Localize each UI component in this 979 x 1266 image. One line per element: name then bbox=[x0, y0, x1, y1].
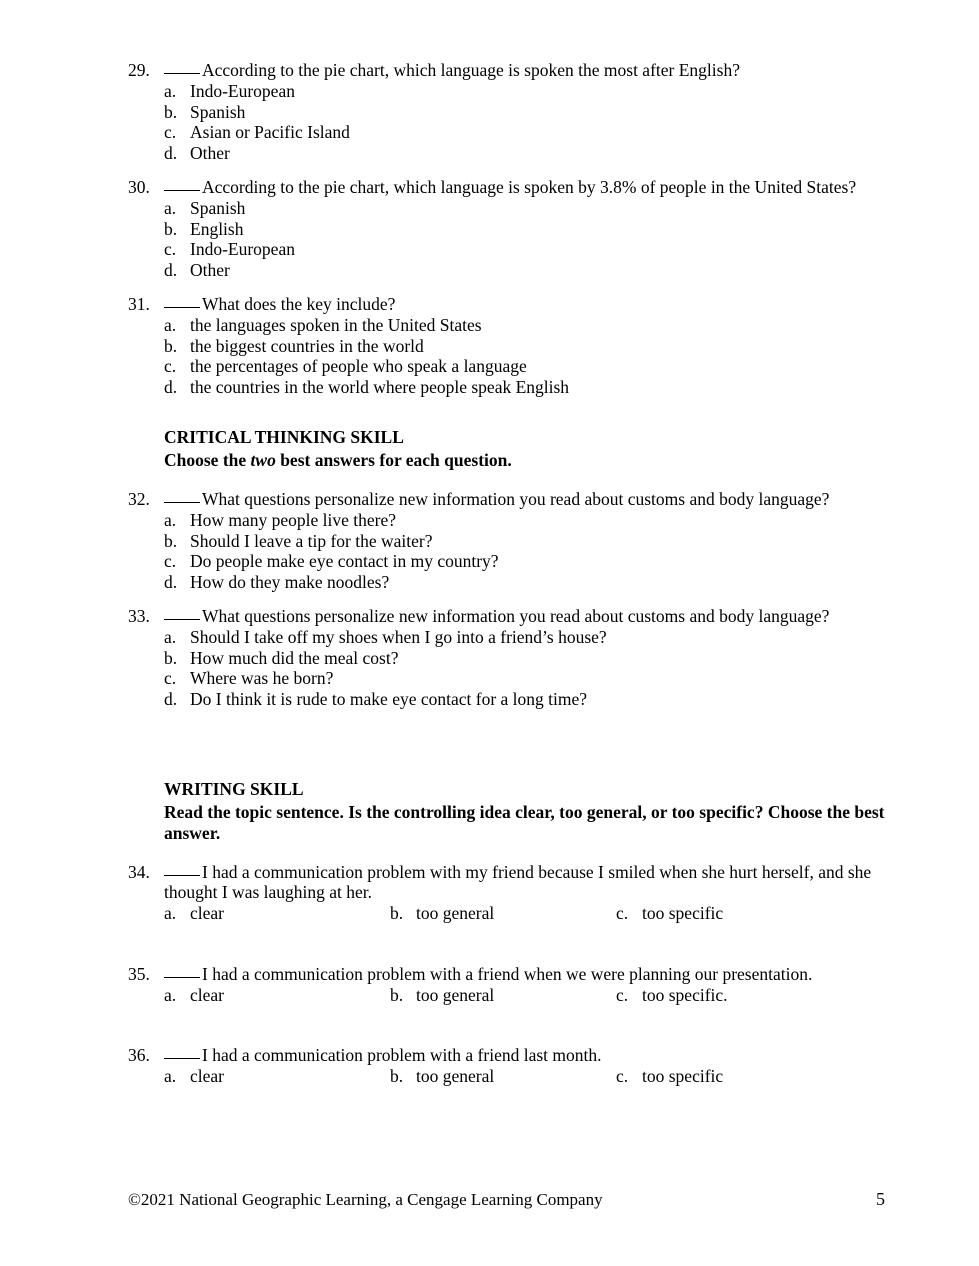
option-text: too specific. bbox=[642, 984, 728, 1005]
question-line bbox=[128, 606, 899, 626]
option-letter: b. bbox=[390, 1066, 404, 1086]
option-letter: a. bbox=[164, 627, 177, 647]
option-item[interactable] bbox=[164, 985, 390, 1006]
question-text: I had a communication problem with a friend when we were planning our presentation. bbox=[202, 963, 813, 984]
answer-blank[interactable] bbox=[164, 190, 200, 191]
option-letter: c. bbox=[616, 984, 629, 1005]
option-item[interactable] bbox=[164, 239, 899, 260]
instruction-part-2: best answers for each question. bbox=[275, 450, 512, 470]
question-text-wrap bbox=[164, 60, 899, 80]
question-block bbox=[128, 964, 899, 1006]
option-letter: c. bbox=[616, 1066, 629, 1086]
question-text: According to the pie chart, which language is spoken the most after English? bbox=[202, 60, 740, 80]
option-item[interactable] bbox=[164, 531, 899, 552]
option-letter: a. bbox=[164, 198, 177, 218]
option-text: too general bbox=[416, 984, 495, 1005]
option-letter: a. bbox=[164, 510, 177, 530]
option-text: How much did the meal cost? bbox=[190, 647, 399, 668]
instruction-part-1: Choose the bbox=[164, 450, 251, 470]
option-item[interactable] bbox=[164, 627, 899, 648]
option-item[interactable] bbox=[616, 903, 842, 924]
option-letter: d. bbox=[164, 376, 178, 397]
question-text-wrap bbox=[164, 1045, 899, 1065]
option-letter: b. bbox=[390, 984, 404, 1005]
option-item[interactable] bbox=[164, 1066, 390, 1087]
option-letter: a. bbox=[164, 903, 177, 923]
options-list bbox=[128, 985, 899, 1006]
answer-blank[interactable] bbox=[164, 619, 200, 620]
option-item[interactable] bbox=[164, 648, 899, 669]
question-spacer bbox=[128, 1019, 899, 1045]
option-item[interactable] bbox=[164, 668, 899, 689]
question-block bbox=[128, 294, 899, 397]
options-list bbox=[128, 903, 899, 924]
question-text: What questions personalize new information you read about customs and body language? bbox=[202, 606, 830, 626]
option-text: How do they make noodles? bbox=[190, 571, 390, 592]
options-list bbox=[128, 1066, 899, 1087]
option-text: Other bbox=[190, 259, 230, 280]
question-line bbox=[128, 60, 899, 80]
section-instruction-writing: Read the topic sentence. Is the controlling idea clear, too general, or too specific? Choose the best answer. bbox=[164, 802, 885, 843]
option-letter: d. bbox=[164, 688, 178, 709]
option-item[interactable] bbox=[164, 219, 899, 240]
question-text: I had a communication problem with a friend last month. bbox=[202, 1045, 602, 1065]
question-line bbox=[128, 1045, 899, 1065]
question-line bbox=[128, 294, 899, 314]
option-item[interactable] bbox=[164, 356, 899, 377]
option-item[interactable] bbox=[164, 102, 899, 123]
option-item[interactable] bbox=[164, 143, 899, 164]
question-line bbox=[128, 964, 899, 984]
answer-blank[interactable] bbox=[164, 1058, 200, 1059]
question-number: 35. bbox=[128, 963, 150, 984]
question-number: 32. bbox=[128, 489, 150, 509]
option-letter: a. bbox=[164, 315, 177, 335]
option-text: clear bbox=[190, 903, 224, 923]
option-item[interactable] bbox=[390, 1066, 616, 1087]
option-item[interactable] bbox=[164, 336, 899, 357]
option-letter: b. bbox=[164, 647, 178, 668]
option-text: the languages spoken in the United States bbox=[190, 315, 482, 335]
option-text: Spanish bbox=[190, 101, 246, 122]
option-text: the percentages of people who speak a language bbox=[190, 356, 527, 376]
option-item[interactable] bbox=[164, 260, 899, 281]
answer-blank[interactable] bbox=[164, 502, 200, 503]
footer-page-number: 5 bbox=[876, 1189, 885, 1209]
option-letter: b. bbox=[164, 530, 178, 551]
option-text: too specific bbox=[642, 1066, 724, 1086]
option-item[interactable] bbox=[164, 81, 899, 102]
question-text: What does the key include? bbox=[202, 294, 396, 314]
option-letter: b. bbox=[164, 335, 178, 356]
option-item[interactable] bbox=[164, 551, 899, 572]
question-line bbox=[128, 177, 899, 197]
option-item[interactable] bbox=[164, 572, 899, 593]
question-spacer bbox=[128, 938, 899, 964]
question-text: I had a communication problem with my friend because I smiled when she hurt herself, and she thought I was laughing at her. bbox=[164, 862, 872, 902]
option-letter: a. bbox=[164, 984, 177, 1005]
question-text-wrap bbox=[164, 606, 899, 626]
option-letter: d. bbox=[164, 142, 178, 163]
option-text: Indo-European bbox=[190, 239, 295, 259]
option-letter: c. bbox=[164, 239, 177, 259]
question-block bbox=[128, 862, 899, 924]
option-text: Do I think it is rude to make eye contact for a long time? bbox=[190, 688, 588, 709]
option-letter: c. bbox=[164, 356, 177, 376]
answer-blank[interactable] bbox=[164, 875, 200, 876]
question-number: 31. bbox=[128, 294, 150, 314]
option-text: Do people make eye contact in my country? bbox=[190, 551, 499, 571]
option-letter: b. bbox=[164, 218, 178, 239]
question-text-wrap bbox=[164, 964, 899, 984]
question-number: 29. bbox=[128, 60, 150, 80]
question-number: 30. bbox=[128, 177, 150, 197]
instruction-emphasis: two bbox=[250, 450, 276, 470]
option-item[interactable] bbox=[390, 903, 616, 924]
option-text: clear bbox=[190, 984, 224, 1005]
question-text-wrap bbox=[164, 294, 899, 314]
question-text: According to the pie chart, which language is spoken by 3.8% of people in the United States? bbox=[202, 177, 857, 197]
question-number: 33. bbox=[128, 606, 150, 626]
option-text: Other bbox=[190, 142, 230, 163]
option-text: too general bbox=[416, 1066, 495, 1086]
option-item[interactable] bbox=[164, 510, 899, 531]
option-letter: b. bbox=[390, 903, 404, 923]
option-text: the countries in the world where people speak English bbox=[190, 376, 570, 397]
option-item[interactable] bbox=[164, 315, 899, 336]
options-list bbox=[128, 510, 899, 592]
section-instruction-critical-thinking bbox=[128, 450, 899, 471]
question-block bbox=[128, 1045, 899, 1087]
option-text: the biggest countries in the world bbox=[190, 335, 424, 356]
question-line bbox=[128, 862, 899, 902]
option-letter: c. bbox=[164, 551, 177, 571]
option-item[interactable] bbox=[164, 689, 899, 710]
option-item[interactable] bbox=[164, 903, 390, 924]
option-item[interactable] bbox=[390, 985, 616, 1006]
footer-copyright: ©2021 National Geographic Learning, a Cengage Learning Company bbox=[128, 1190, 603, 1209]
question-number: 34. bbox=[128, 862, 150, 882]
options-list bbox=[128, 198, 899, 280]
option-letter: a. bbox=[164, 81, 177, 101]
option-item[interactable] bbox=[616, 1066, 842, 1087]
option-text: Indo-European bbox=[190, 81, 295, 101]
option-letter: c. bbox=[164, 668, 177, 688]
answer-blank[interactable] bbox=[164, 73, 200, 74]
option-text: How many people live there? bbox=[190, 510, 397, 530]
question-text-wrap bbox=[164, 177, 899, 197]
question-block bbox=[128, 489, 899, 592]
option-item[interactable] bbox=[164, 377, 899, 398]
question-block bbox=[128, 606, 899, 709]
page-footer bbox=[128, 1189, 899, 1210]
option-letter: d. bbox=[164, 259, 178, 280]
question-block bbox=[128, 177, 899, 280]
question-text: What questions personalize new information you read about customs and body language? bbox=[202, 489, 830, 509]
option-text: too general bbox=[416, 903, 495, 923]
answer-blank[interactable] bbox=[164, 977, 200, 978]
option-text: English bbox=[190, 218, 244, 239]
options-list bbox=[128, 627, 899, 709]
option-item[interactable] bbox=[164, 198, 899, 219]
option-item[interactable] bbox=[616, 985, 842, 1006]
option-text: Spanish bbox=[190, 198, 246, 218]
option-letter: c. bbox=[616, 903, 629, 923]
option-item[interactable] bbox=[164, 122, 899, 143]
section-spacer bbox=[128, 723, 899, 749]
option-text: Should I take off my shoes when I go into a friend’s house? bbox=[190, 627, 607, 647]
question-number: 36. bbox=[128, 1045, 150, 1065]
options-list bbox=[128, 315, 899, 397]
section-heading-critical-thinking: CRITICAL THINKING SKILL bbox=[164, 427, 404, 447]
question-text-wrap bbox=[164, 489, 899, 509]
question-text-wrap bbox=[164, 862, 899, 902]
option-letter: a. bbox=[164, 1066, 177, 1086]
question-block bbox=[128, 60, 899, 163]
answer-blank[interactable] bbox=[164, 307, 200, 308]
option-text: Where was he born? bbox=[190, 668, 334, 688]
section-heading-writing: WRITING SKILL bbox=[164, 779, 304, 799]
options-list bbox=[128, 81, 899, 163]
option-letter: d. bbox=[164, 571, 178, 592]
option-text: too specific bbox=[642, 903, 724, 923]
option-text: Should I leave a tip for the waiter? bbox=[190, 530, 433, 551]
option-letter: c. bbox=[164, 122, 177, 142]
option-letter: b. bbox=[164, 101, 178, 122]
option-text: clear bbox=[190, 1066, 224, 1086]
option-text: Asian or Pacific Island bbox=[190, 122, 350, 142]
question-line bbox=[128, 489, 899, 509]
